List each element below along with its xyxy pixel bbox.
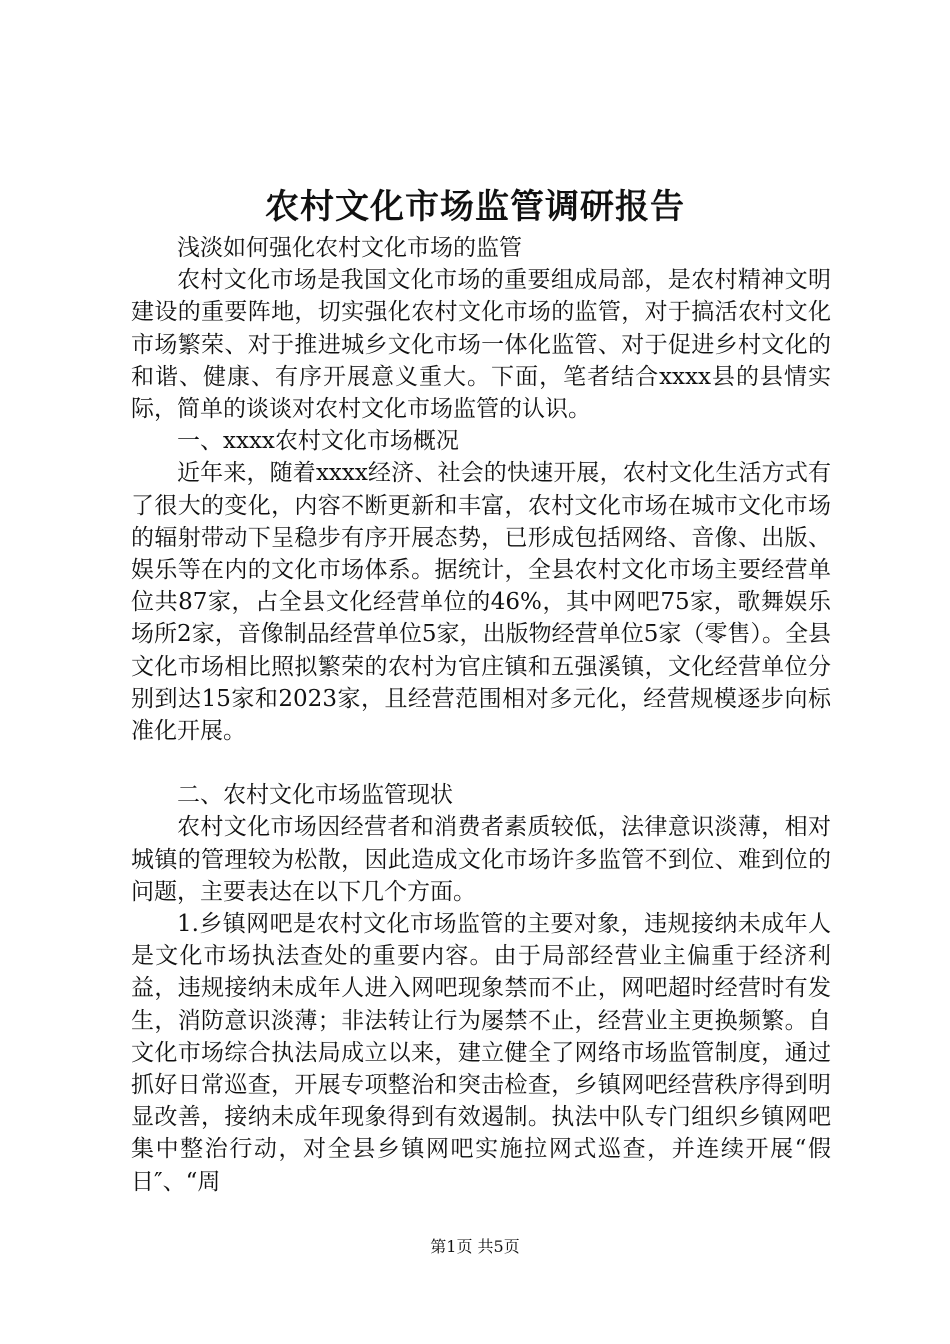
document-body: [131, 232, 831, 1198]
section-heading-overview: 一、xxxx农村文化市场概况: [177, 428, 459, 455]
section-heading-status: 二、农村文化市场监管现状: [177, 782, 453, 809]
page-indicator: 第1页 共5页: [430, 1237, 520, 1256]
paragraph-intro: 农村文化市场是我国文化市场的重要组成局部，是农村精神文明建设的重要阵地，切实强化农村文化市场的监管，对于搞活农村文化市场繁荣、对于推进城乡文化市场一体化监管、对于促进乡村文化的和谐、健康、有序开展意义重大。下面，笔者结合xxxx县的县情实际，简单的谈谈对农村文化市场监管的认识。: [131, 267, 831, 423]
paragraph-item-1: 1.乡镇网吧是农村文化市场监管的主要对象，违规接纳未成年人是文化市场执法查处的重要内容。由于局部经营业主偏重于经济利益，违规接纳未成年人进入网吧现象禁而不止，网吧超时经营时有发生，消防意识淡薄；非法转让行为屡禁不止，经营业主更换频繁。自文化市场综合执法局成立以来，建立健全了网络市场监管制度，通过抓好日常巡查，开展专项整治和突击检查，乡镇网吧经营秩序得到明显改善，接纳未成年现象得到有效遏制。执法中队专门组织乡镇网吧集中整治行动，对全县乡镇网吧实施拉网式巡查，并连续开展“假日″、“周: [131, 911, 831, 1195]
paragraph-subtitle: 浅淡如何强化农村文化市场的监管: [177, 235, 522, 261]
document-title: 农村文化市场监管调研报告: [265, 187, 685, 227]
paragraph-overview: 近年来，随着xxxx经济、社会的快速开展，农村文化生活方式有了很大的变化，内容不断更新和丰富，农村文化市场在城市文化市场的辐射带动下呈稳步有序开展态势，已形成包括网络、音像、出版、娱乐等在内的文化市场体系。据统计，全县农村文化市场主要经营单位共87家，占全县文化经营单位的46%，其中网吧75家，歌舞娱乐场所2家，音像制品经营单位5家，出版物经营单位5家（零售）。全县文化市场相比照拟繁荣的农村为官庄镇和五强溪镇，文化经营单位分别到达15家和2023家，且经营范围相对多元化，经营规模逐步向标准化开展。: [131, 460, 831, 745]
paragraph-status: 农村文化市场因经营者和消费者素质较低，法律意识淡薄，相对城镇的管理较为松散，因此造成文化市场许多监管不到位、难到位的问题，主要表达在以下几个方面。: [131, 814, 831, 905]
